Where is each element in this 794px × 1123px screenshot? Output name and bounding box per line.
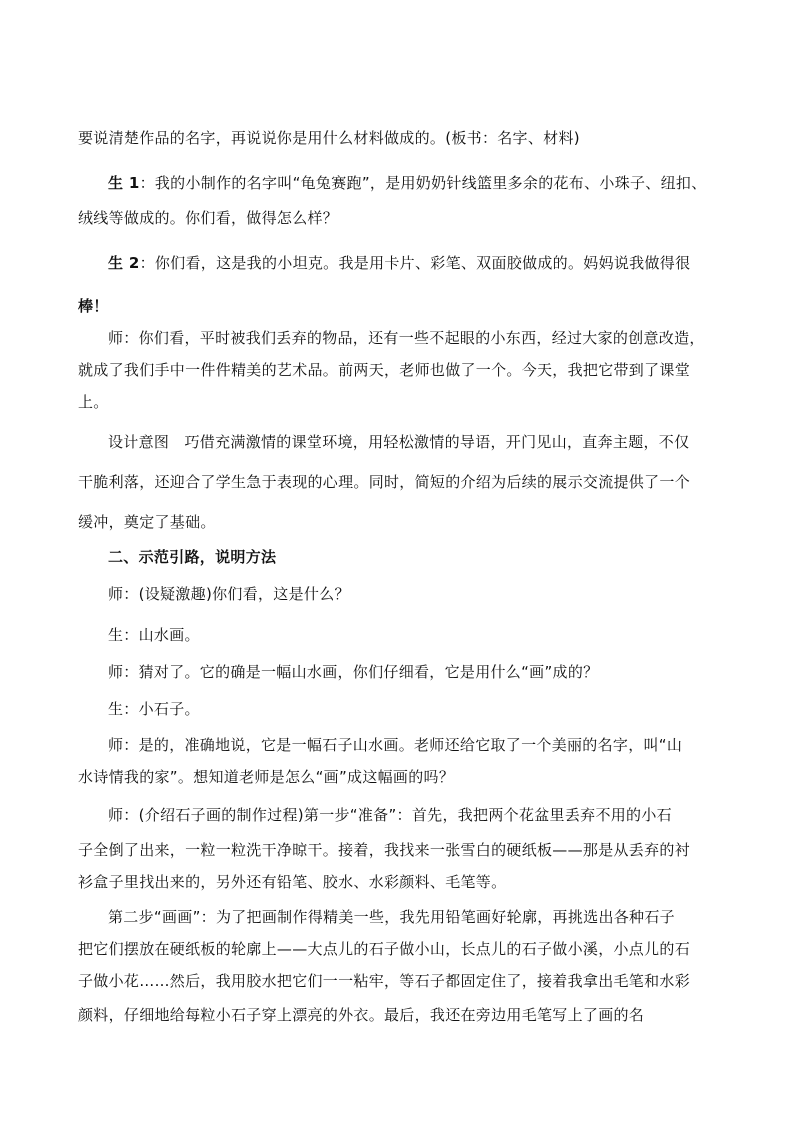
text-line: 生：小石子。 (108, 700, 200, 718)
text-line: 生：山水画。 (108, 626, 200, 644)
text-line: 子做小花……然后，我用胶水把它们一一粘牢，等石子都固定住了，接着我拿出毛笔和水彩 (78, 972, 691, 990)
text-line: 棒！ (78, 297, 109, 315)
text-line: 就成了我们手中一件件精美的艺术品。前两天，老师也做了一个。今天，我把它带到了课堂 (78, 361, 691, 379)
text-line: 要说清楚作品的名字，再说说你是用什么材料做成的。(板书：名字、材料) (78, 129, 580, 147)
text-line: 水诗情我的家”。想知道老师是怎么“画”成这幅画的吗？ (78, 768, 455, 786)
speaker-label: 生 2 (108, 254, 140, 272)
speaker-label: 生 1 (108, 174, 140, 192)
text-line: 干脆利落，还迎合了学生急于表现的心理。同时，简短的介绍为后续的展示交流提供了一个 (78, 473, 691, 491)
text-line: 师：猜对了。它的确是一幅山水画，你们仔细看，它是用什么“画”成的？ (108, 663, 599, 681)
text-line: 缓冲，奠定了基础。 (78, 513, 216, 531)
text-line: 子全倒了出来，一粒一粒洗干净晾干。接着，我找来一张雪白的硬纸板——那是从丢弃的衬 (78, 841, 691, 859)
text-line: 设计意图 巧借充满激情的课堂环境，用轻松激情的导语，开门见山，直奔主题，不仅 (108, 433, 690, 451)
text-line: 绒线等做成的。你们看，做得怎么样？ (78, 209, 339, 227)
line-text: ：我的小制作的名字叫“龟兔赛跑”，是用奶奶针线篮里多余的花布、小珠子、纽扣、 (139, 174, 707, 192)
text-line: 颜料，仔细地给每粒小石子穿上漂亮的外衣。最后，我还在旁边用毛笔写上了画的名 (78, 1006, 645, 1024)
text-line: 师：(设疑激趣)你们看，这是什么？ (108, 585, 350, 603)
text-line (108, 172, 707, 193)
text-line: 上。 (78, 393, 109, 411)
text-line: 把它们摆放在硬纸板的轮廓上——大点儿的石子做小山，长点儿的石子做小溪，小点儿的石 (78, 940, 691, 958)
line-text: ：你们看，这是我的小坦克。我是用卡片、彩笔、双面胶做成的。妈妈说我做得很 (139, 254, 691, 272)
section-heading: 二、示范引路，说明方法 (108, 548, 277, 566)
text-line: 师：(介绍石子画的制作过程)第一步“准备”：首先，我把两个花盆里丢弃不用的小石 (108, 806, 672, 824)
text-line: 师：你们看，平时被我们丢弃的物品，还有一些不起眼的小东西，经过大家的创意改造， (108, 329, 705, 347)
text-line: 师：是的，准确地说，它是一幅石子山水画。老师还给它取了一个美丽的名字，叫“山 (108, 736, 683, 754)
text-line (108, 252, 690, 273)
text-line: 衫盒子里找出来的，另外还有铅笔、胶水、水彩颜料、毛笔等。 (78, 873, 507, 891)
text-line: 第二步“画画”：为了把画制作得精美一些，我先用铅笔画好轮廓，再挑选出各种石子 (108, 908, 675, 926)
